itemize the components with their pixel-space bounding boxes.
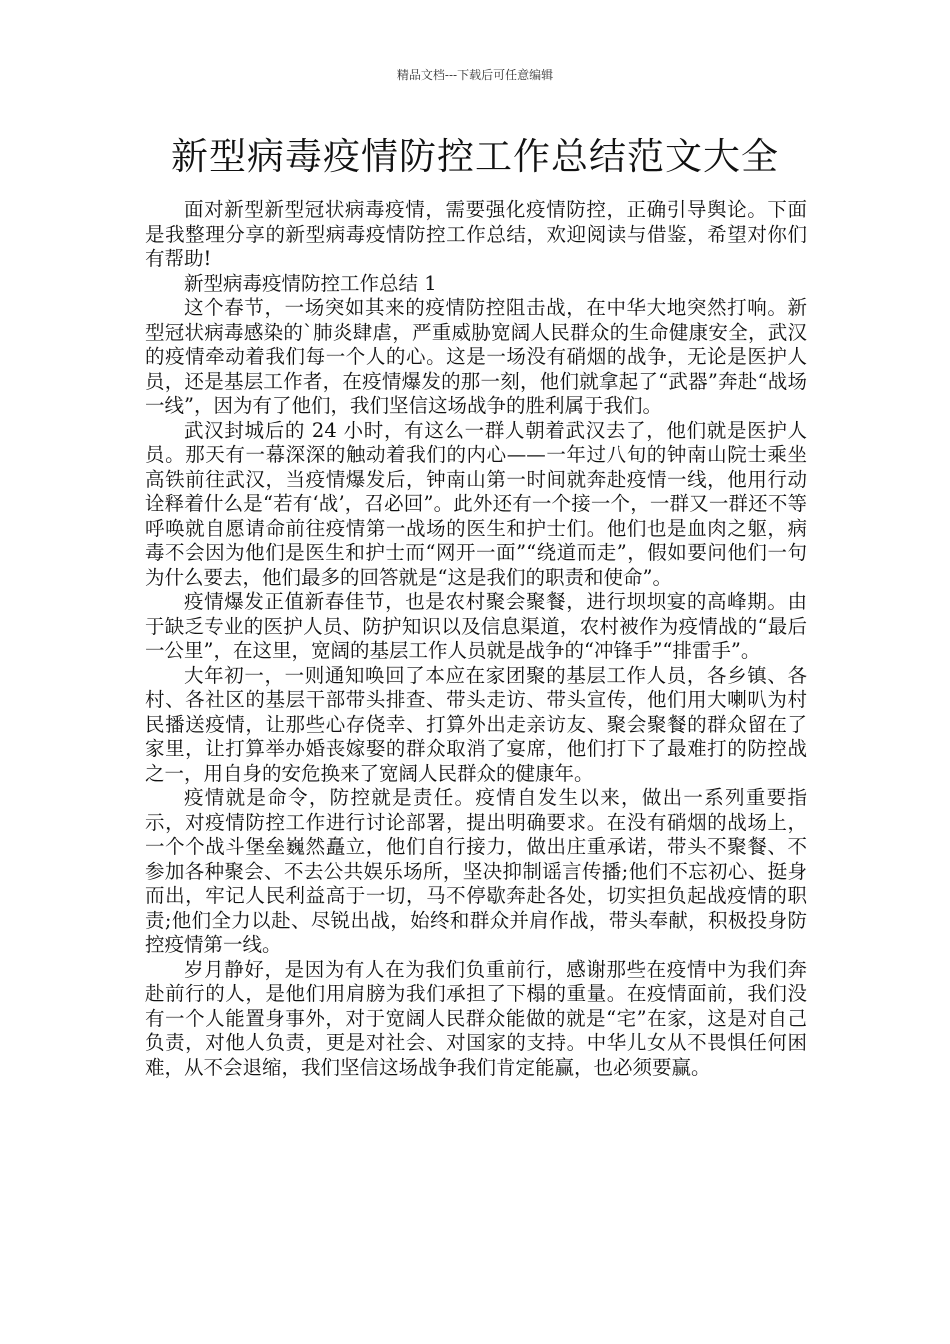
- body-paragraph: 疫情就是命令，防控就是责任。疫情自发生以来，做出一系列重要指示，对疫情防控工作进行讨论部署，提出明确要求。在没有硝烟的战场上，一个个战斗堡垒巍然矗立，他们自行接力，做出庄重承诺，带头不聚餐、不参加各种聚会、不去公共娱乐场所，坚决抑制谣言传播;他们不忘初心、挺身而出，牢记人民利益高于一切，马不停歇奔赴各处，切实担负起战疫情的职责;他们全力以赴、尽锐出战，始终和群众并肩作战，带头奉献，积极投身防控疫情第一线。: [145, 786, 807, 956]
- intro-paragraph: 面对新型新型冠状病毒疫情，需要强化疫情防控，正确引导舆论。下面是我整理分享的新型病毒疫情防控工作总结，欢迎阅读与借鉴，希望对你们有帮助!: [145, 198, 807, 270]
- body-paragraph: 疫情爆发正值新春佳节，也是农村聚会聚餐，进行坝坝宴的高峰期。由于缺乏专业的医护人员、防护知识以及信息渠道，农村被作为疫情战的“最后一公里”，在这里，宽阔的基层工作人员就是战争的“冲锋手”“排雷手”。: [145, 590, 807, 662]
- body-paragraph: 大年初一，一则通知唤回了本应在家团聚的基层工作人员，各乡镇、各村、各社区的基层干部带头排查、带头走访、带头宣传，他们用大喇叭为村民播送疫情，让那些心存侥幸、打算外出走亲访友、聚会聚餐的群众留在了家里，让打算举办婚丧嫁娶的群众取消了宴席，他们打下了最难打的防控战之一，用自身的安危换来了宽阔人民群众的健康年。: [145, 663, 807, 785]
- body-paragraph: 这个春节，一场突如其来的疫情防控阻击战，在中华大地突然打响。新型冠状病毒感染的`肺炎肆虐，严重威胁宽阔人民群众的生命健康安全，武汉的疫情牵动着我们每一个人的心。这是一场没有硝烟的战争，无论是医护人员，还是基层工作者，在疫情爆发的那一刻，他们就拿起了“武器”奔赴“战场一线”，因为有了他们，我们坚信这场战争的胜利属于我们。: [145, 296, 807, 417]
- document-body: [145, 198, 807, 1080]
- body-paragraph: 岁月静好，是因为有人在为我们负重前行，感谢那些在疫情中为我们奔赴前行的人，是他们用肩膀为我们承担了下榻的重量。在疫情面前，我们没有一个人能置身事外，对于宽阔人民群众能做的就是“宅”在家，这是对自己负责，对他人负责，更是对社会、对国家的支持。中华儿女从不畏惧任何困难，从不会退缩，我们坚信这场战争我们肯定能赢，也必须要赢。: [145, 957, 807, 1079]
- header-note: 精品文档---下载后可任意编辑: [396, 68, 554, 82]
- body-paragraph: 武汉封城后的 24 小时，有这么一群人朝着武汉去了，他们就是医护人员。那天有一幕深深的触动着我们的内心——一年过八旬的钟南山院士乘坐高铁前往武汉，当疫情爆发后，钟南山第一时间就奔赴疫情一线，他用行动诠释着什么是“若有‘战’，召必回”。此外还有一个接一个，一群又一群还不等呼唤就自愿请命前往疫情第一战场的医生和护士们。他们也是血肉之躯，病毒不会因为他们是医生和护士而“网开一面”“绕道而走”，假如要问他们一句为什么要去，他们最多的回答就是“这是我们的职责和使命”。: [145, 418, 807, 589]
- section-heading: 新型病毒疫情防控工作总结 1: [184, 271, 437, 295]
- document-title: 新型病毒疫情防控工作总结范文大全: [171, 135, 779, 178]
